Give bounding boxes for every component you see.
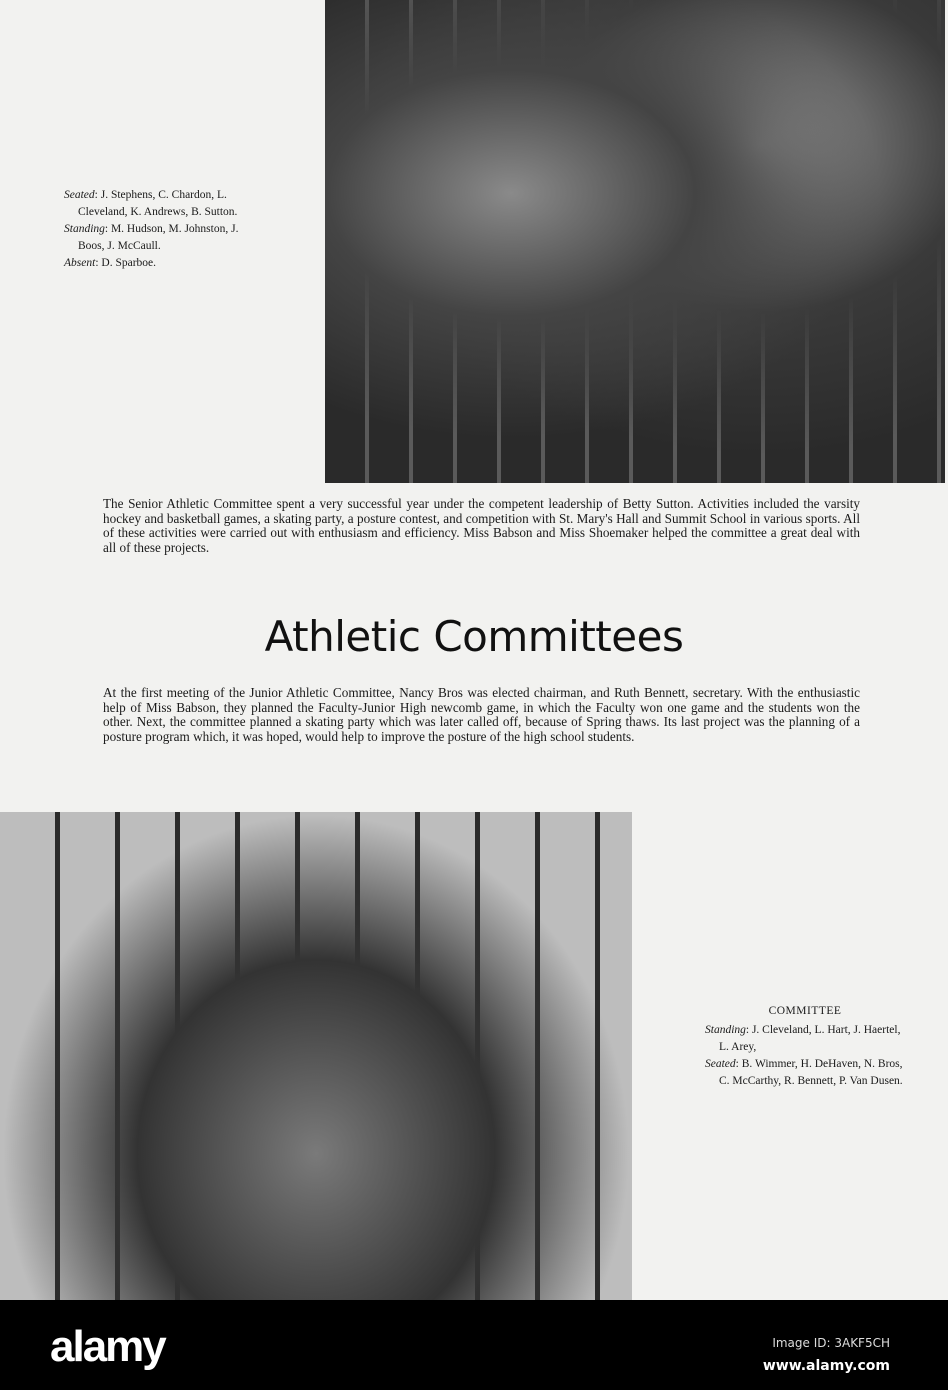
image-id: Image ID: 3AKF5CH <box>772 1336 890 1350</box>
senior-committee-paragraph: The Senior Athletic Committee spent a very successful year under the competent leadership of Betty Sutton. Activities included the varsity hockey and basketball games, a skating party, a posture contest, and competition with St. Mary's Hall and Summit School in various sports. All of these activities were carried out with enthusiasm and efficiency. Miss Babson and Miss Shoemaker helped the committee a great deal with all of these projects. <box>103 496 860 555</box>
seated-label: Seated <box>64 189 95 201</box>
site-url: www.alamy.com <box>762 1358 890 1374</box>
page-title: Athletic Committees <box>264 612 684 661</box>
senior-photo-caption <box>64 187 264 272</box>
junior-photo-caption <box>705 1003 905 1090</box>
alamy-logo: alamy <box>50 1322 165 1371</box>
caption-heading: COMMITTEE <box>768 1005 842 1017</box>
absent-label: Absent <box>64 257 96 269</box>
junior-committee-paragraph: At the first meeting of the Junior Athletic Committee, Nancy Bros was elected chairman, and Ruth Bennett, secretary. With the enthusiastic help of Miss Babson, they planned the Faculty-Junior High newcomb game, in which the Faculty won one game and the students won the other. Next, the committee planned a skating party which was later called off, because of Spring thaws. Its last project was the planning of a posture program which, it was hoped, would help to improve the posture of the high school students. <box>103 685 860 744</box>
seated-names: : J. Stephens, C. Chardon, L. Cleveland, K. Andrews, B. Sutton. <box>78 189 238 218</box>
standing-names: : M. Hudson, M. Johnston, J. Boos, J. McCaull. <box>78 223 239 252</box>
watermark-footer <box>0 1300 948 1390</box>
standing-label: Standing <box>705 1024 746 1036</box>
standing-names: : J. Cleveland, L. Hart, J. Haertel, L. Arey, <box>719 1024 901 1053</box>
absent-names: : D. Sparboe. <box>95 257 156 269</box>
seated-names: : B. Wimmer, H. DeHaven, N. Bros, C. McCarthy, R. Bennett, P. Van Dusen. <box>719 1058 903 1087</box>
junior-committee-photo <box>0 812 632 1300</box>
senior-committee-photo <box>325 0 945 483</box>
standing-label: Standing <box>64 223 105 235</box>
seated-label: Seated <box>705 1058 736 1070</box>
